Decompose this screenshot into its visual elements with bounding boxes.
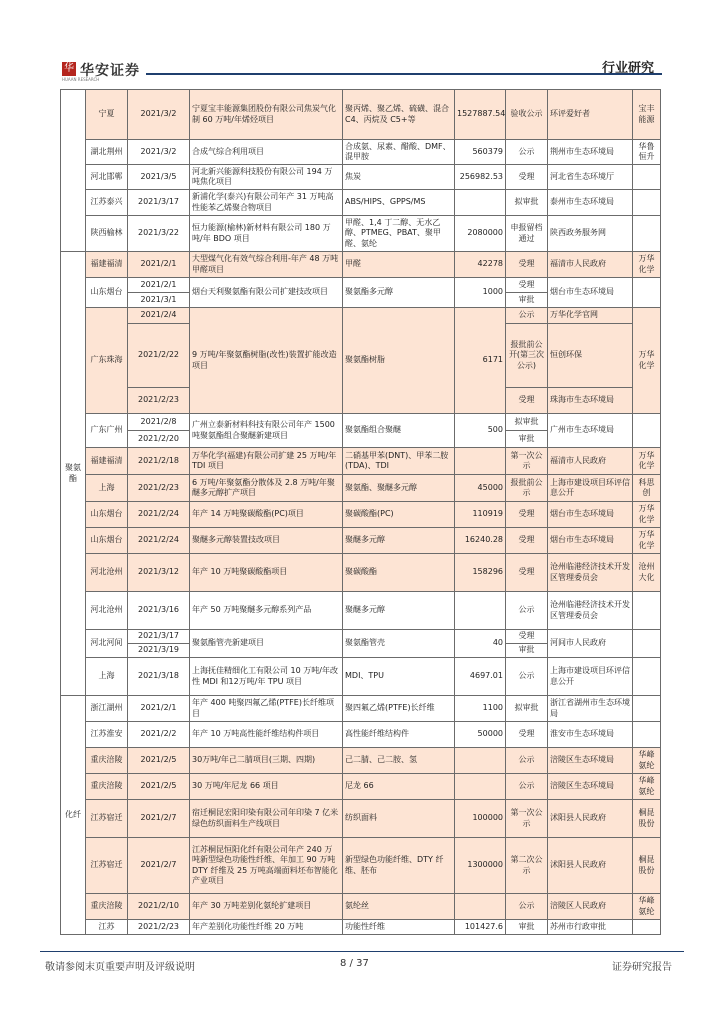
category-label: 化纤: [61, 696, 86, 935]
cell-source: 沧州临港经济技术开发区管理委员会: [548, 554, 633, 592]
cell-date: 2021/3/19: [128, 644, 190, 658]
cell-investment: 158296: [455, 554, 506, 592]
cell-company: 华峰氨纶: [633, 748, 661, 774]
cell-status: 受理: [506, 528, 548, 554]
cell-project: 河北新兴能源科技股份有限公司 194 万吨焦化项目: [190, 165, 343, 190]
cell-product: 聚碳酸酯(PC): [343, 502, 455, 528]
cell-date: 2021/2/1: [128, 696, 190, 722]
cell-product: 二硝基甲苯(DNT)、甲苯二胺(TDA)、TDI: [343, 448, 455, 475]
cell-date: 2021/3/2: [128, 140, 190, 165]
cell-investment: 4697.01: [455, 658, 506, 696]
cell-source: 万华化学官网: [548, 308, 633, 324]
cell-project: 烟台天利聚氨酯有限公司扩建技改项目: [190, 278, 343, 308]
cell-product: 高性能纤维结构件: [343, 722, 455, 748]
cell-investment: 100000: [455, 800, 506, 838]
cell-investment: 2080000: [455, 216, 506, 252]
cell-investment: 16240.28: [455, 528, 506, 554]
cell-source: 荆州市生态环境局: [548, 140, 633, 165]
cell-status: 受理: [506, 630, 548, 644]
cell-region: 山东烟台: [86, 528, 128, 554]
cell-date: 2021/2/5: [128, 748, 190, 774]
cell-status: 受理: [506, 722, 548, 748]
cell-project: 30 万吨/年尼龙 66 项目: [190, 774, 343, 800]
cell-investment: 42278: [455, 252, 506, 278]
cell-status: 审批: [506, 431, 548, 448]
cell-source: 涪陵区人民政府: [548, 894, 633, 920]
cell-product: ABS/HIPS、GPPS/MS: [343, 190, 455, 216]
cell-date: 2021/2/23: [128, 920, 190, 935]
cell-investment: [455, 448, 506, 475]
cell-project: 大型煤气化有效气综合利用-年产 48 万吨甲醛项目: [190, 252, 343, 278]
table-row: [61, 658, 661, 696]
logo-text: 华安证券: [80, 63, 140, 79]
cell-region: 山东烟台: [86, 278, 128, 308]
cell-region: 浙江湖州: [86, 696, 128, 722]
cell-project: 年产 14 万吨聚碳酸酯(PC)项目: [190, 502, 343, 528]
cell-source: 烟台市生态环境局: [548, 528, 633, 554]
cell-source: 涪陵区生态环境局: [548, 748, 633, 774]
cell-region: 山东烟台: [86, 502, 128, 528]
cell-company: [633, 630, 661, 658]
cell-product: 聚氨酯树脂: [343, 308, 455, 414]
cell-region: 上海: [86, 658, 128, 696]
cell-company: 桐昆股份: [633, 838, 661, 894]
cell-company: [633, 165, 661, 190]
cell-company: 华峰氨纶: [633, 774, 661, 800]
cell-region: 河北河间: [86, 630, 128, 658]
category-label: 聚氨酯: [61, 252, 86, 696]
table-row: [61, 90, 661, 140]
cell-project: 宁夏宝丰能源集团股份有限公司焦炭气化制 60 万吨/年烯烃项目: [190, 90, 343, 140]
cell-company: 沧州大化: [633, 554, 661, 592]
cell-date: 2021/3/18: [128, 658, 190, 696]
cell-region: 福建福清: [86, 448, 128, 475]
cell-product: 甲醛: [343, 252, 455, 278]
cell-company: [633, 278, 661, 308]
cell-date: 2021/2/23: [128, 388, 190, 414]
cell-status: 受理: [506, 278, 548, 293]
table-row: [61, 838, 661, 894]
cell-product: 聚碳酸酯: [343, 554, 455, 592]
cell-status: 受理: [506, 252, 548, 278]
cell-source: 广州市生态环境局: [548, 414, 633, 448]
cell-investment: 50000: [455, 722, 506, 748]
cell-product: 聚氨酯多元醇: [343, 278, 455, 308]
cell-source: 苏州市行政审批: [548, 920, 633, 935]
cell-status: 审批: [506, 644, 548, 658]
cell-status: 公示: [506, 774, 548, 800]
cell-region: 重庆涪陵: [86, 748, 128, 774]
cell-status: 审批: [506, 293, 548, 308]
cell-source: 烟台市生态环境局: [548, 502, 633, 528]
cell-date: 2021/2/24: [128, 502, 190, 528]
cell-date: 2021/3/2: [128, 90, 190, 140]
cell-date: 2021/3/1: [128, 293, 190, 308]
cell-status: 受理: [506, 502, 548, 528]
cell-date: 2021/2/23: [128, 475, 190, 502]
cell-date: 2021/2/7: [128, 838, 190, 894]
cell-date: 2021/2/22: [128, 324, 190, 388]
cell-date: 2021/3/17: [128, 190, 190, 216]
cell-company: 桐昆股份: [633, 800, 661, 838]
cell-status: 第二次公示: [506, 838, 548, 894]
cell-status: 受理: [506, 388, 548, 414]
cell-source: 上海市建设项目环评信息公开: [548, 658, 633, 696]
cell-product: 己二腈、己二胺、氢: [343, 748, 455, 774]
cell-investment: 256982.53: [455, 165, 506, 190]
report-type: 证券研究报告: [612, 962, 672, 973]
cell-project: 30万吨/年己二腈项目(三期、四期): [190, 748, 343, 774]
cell-region: 江苏: [86, 920, 128, 935]
cell-date: 2021/3/22: [128, 216, 190, 252]
footer-divider: [40, 951, 684, 952]
cell-project: 新浦化学(泰兴)有限公司年产 31 万吨高性能苯乙烯聚合物项目: [190, 190, 343, 216]
cell-region: 湖北荆州: [86, 140, 128, 165]
cell-status: 拟审批: [506, 696, 548, 722]
cell-date: 2021/3/16: [128, 592, 190, 630]
logo-icon: 华: [64, 63, 74, 74]
cell-product: 纺织面料: [343, 800, 455, 838]
header-divider: [146, 73, 662, 75]
cell-product: 聚氨酯管壳: [343, 630, 455, 658]
cell-product: 聚氨酯、聚醚多元醇: [343, 475, 455, 502]
table-row: [61, 748, 661, 774]
cell-source: 泰州市生态环境局: [548, 190, 633, 216]
cell-region: 河北沧州: [86, 592, 128, 630]
cell-source: 珠海市生态环境局: [548, 388, 633, 414]
cell-status: 公示: [506, 894, 548, 920]
table-row: [61, 252, 661, 278]
cell-source: 沭阳县人民政府: [548, 800, 633, 838]
cell-company: [633, 414, 661, 448]
cell-project: 年产 400 吨聚四氟乙烯(PTFE)长纤维项目: [190, 696, 343, 722]
project-table: [60, 89, 661, 935]
cell-project: 聚醚多元醇装置技改项目: [190, 528, 343, 554]
cell-investment: [455, 894, 506, 920]
cell-company: 万华化学: [633, 502, 661, 528]
cell-status: 拟审批: [506, 414, 548, 431]
cell-product: 甲醛、1,4 丁二醇、无水乙醇、PTMEG、PBAT、聚甲醛、氨纶: [343, 216, 455, 252]
cell-status: 公示: [506, 592, 548, 630]
page-header: [0, 0, 724, 82]
cell-company: 万华化学: [633, 528, 661, 554]
cell-investment: [455, 592, 506, 630]
cell-date: 2021/2/2: [128, 722, 190, 748]
cell-source: 沧州临港经济技术开发区管理委员会: [548, 592, 633, 630]
cell-date: 2021/2/24: [128, 528, 190, 554]
cell-date: 2021/2/4: [128, 308, 190, 324]
cell-source: 河北省生态环境厅: [548, 165, 633, 190]
cell-company: [633, 920, 661, 935]
cell-investment: 101427.6: [455, 920, 506, 935]
cell-date: 2021/2/7: [128, 800, 190, 838]
cell-investment: 1000: [455, 278, 506, 308]
table-row: [61, 800, 661, 838]
cell-project: 年产 10 万吨聚碳酸酯项目: [190, 554, 343, 592]
cell-company: [633, 722, 661, 748]
cell-project: 万华化学(福建)有限公司扩建 25 万吨/年 TDI 项目: [190, 448, 343, 475]
table-row: [61, 502, 661, 528]
cell-company: [633, 658, 661, 696]
cell-investment: [455, 774, 506, 800]
cell-date: 2021/2/8: [128, 414, 190, 431]
cell-region: 江苏淮安: [86, 722, 128, 748]
cell-status: 报批前公示: [506, 475, 548, 502]
cell-project: 江苏桐昆恒阳化纤有限公司年产 240 万吨新型绿色功能性纤维、年加工 90 万吨 DTY 纤维及 25 万吨高端面料坯布智能化产业项目: [190, 838, 343, 894]
cell-status: 公示: [506, 658, 548, 696]
cell-region: 广东广州: [86, 414, 128, 448]
cell-status: 受理: [506, 554, 548, 592]
cell-investment: 500: [455, 414, 506, 448]
cell-product: 聚醚多元醇: [343, 592, 455, 630]
cell-source: 淮安市生态环境局: [548, 722, 633, 748]
table-row: [61, 190, 661, 216]
cell-date: 2021/2/20: [128, 431, 190, 448]
cell-company: 宝丰能源: [633, 90, 661, 140]
cell-source: 陕西政务服务网: [548, 216, 633, 252]
cell-project: 宿迁桐昆宏阳印染有限公司年印染 7 亿米绿色纺织面料生产线项目: [190, 800, 343, 838]
cell-region: 宁夏: [86, 90, 128, 140]
cell-investment: 1527887.54: [455, 90, 506, 140]
cell-product: 聚丙烯、聚乙烯、硫磺、混合 C4、丙烷及 C5+等: [343, 90, 455, 140]
table-row: [61, 920, 661, 935]
cell-region: 江苏泰兴: [86, 190, 128, 216]
cell-region: 广东珠海: [86, 308, 128, 414]
cell-project: 广州立泰新材料科技有限公司年产 1500 吨聚氨酯组合聚醚新建项目: [190, 414, 343, 448]
cell-source: 浙江省湖州市生态环境局: [548, 696, 633, 722]
cell-region: 福建福清: [86, 252, 128, 278]
category-cell: [61, 90, 86, 252]
cell-product: 尼龙 66: [343, 774, 455, 800]
cell-project: 年产差别化功能性纤维 20 万吨: [190, 920, 343, 935]
cell-status: 公示: [506, 748, 548, 774]
cell-company: 万华化学: [633, 252, 661, 278]
cell-project: 聚氨酯管壳新建项目: [190, 630, 343, 658]
cell-date: 2021/3/17: [128, 630, 190, 644]
cell-product: 氨纶丝: [343, 894, 455, 920]
table-row: [61, 894, 661, 920]
cell-investment: 45000: [455, 475, 506, 502]
cell-status: 第一次公示: [506, 800, 548, 838]
table-row: [61, 722, 661, 748]
cell-status: 受理: [506, 165, 548, 190]
cell-company: [633, 190, 661, 216]
cell-source: 恒创环保: [548, 324, 633, 388]
table-row: [61, 592, 661, 630]
table-row: [61, 696, 661, 722]
cell-region: 陕西榆林: [86, 216, 128, 252]
table-row: [61, 165, 661, 190]
cell-product: 焦炭: [343, 165, 455, 190]
cell-product: 合成氨、尿素、醋酸、DMF、混甲胺: [343, 140, 455, 165]
table-row: [61, 140, 661, 165]
cell-region: 重庆涪陵: [86, 894, 128, 920]
table-row: [61, 278, 661, 293]
cell-status: 拟审批: [506, 190, 548, 216]
cell-investment: [455, 190, 506, 216]
section-title: 行业研究: [601, 61, 654, 76]
cell-project: 年产 50 万吨聚醚多元醇系列产品: [190, 592, 343, 630]
cell-source: 涪陵区生态环境局: [548, 774, 633, 800]
cell-product: 功能性纤维: [343, 920, 455, 935]
cell-project: 9 万吨/年聚氨酯树脂(改性)装置扩能改造项目: [190, 308, 343, 414]
cell-source: 福清市人民政府: [548, 448, 633, 475]
cell-source: 福清市人民政府: [548, 252, 633, 278]
cell-region: 江苏宿迁: [86, 838, 128, 894]
cell-company: 华峰氨纶: [633, 894, 661, 920]
cell-region: 河北沧州: [86, 554, 128, 592]
table-row: [61, 414, 661, 431]
cell-date: 2021/2/5: [128, 774, 190, 800]
cell-date: 2021/2/1: [128, 278, 190, 293]
cell-status: 公示: [506, 140, 548, 165]
cell-date: 2021/2/18: [128, 448, 190, 475]
table-row: [61, 448, 661, 475]
table-row: [61, 630, 661, 644]
cell-investment: 560379: [455, 140, 506, 165]
cell-company: [633, 216, 661, 252]
cell-date: 2021/2/10: [128, 894, 190, 920]
cell-investment: 40: [455, 630, 506, 658]
cell-company: 科思创: [633, 475, 661, 502]
table-row: [61, 554, 661, 592]
cell-company: 万华化学: [633, 308, 661, 414]
cell-source: 沭阳县人民政府: [548, 838, 633, 894]
cell-investment: [455, 748, 506, 774]
cell-project: 上海抚佳精细化工有限公司 10 万吨/年改性 MDI 和12万吨/年 TPU 项目: [190, 658, 343, 696]
table-row: [61, 475, 661, 502]
cell-status: 第一次公示: [506, 448, 548, 475]
cell-region: 上海: [86, 475, 128, 502]
cell-company: 华鲁恒升: [633, 140, 661, 165]
cell-company: [633, 592, 661, 630]
cell-investment: 1100: [455, 696, 506, 722]
cell-product: 聚氨酯组合聚醚: [343, 414, 455, 448]
cell-product: 聚四氟乙烯(PTFE)长纤维: [343, 696, 455, 722]
table-row: [61, 774, 661, 800]
cell-source: 上海市建设项目环评信息公开: [548, 475, 633, 502]
cell-project: 恒力能源(榆林)新材料有限公司 180 万吨/年 BDO 项目: [190, 216, 343, 252]
cell-region: 江苏宿迁: [86, 800, 128, 838]
cell-product: 新型绿色功能纤维、DTY 纤维、胚布: [343, 838, 455, 894]
cell-date: 2021/3/5: [128, 165, 190, 190]
cell-status: 验收公示: [506, 90, 548, 140]
cell-status: 公示: [506, 308, 548, 324]
cell-region: 河北邯郸: [86, 165, 128, 190]
cell-investment: 6171: [455, 308, 506, 414]
cell-project: 6 万吨/年聚氨酯分散体及 2.8 万吨/年聚醚多元醇扩产项目: [190, 475, 343, 502]
cell-source: 烟台市生态环境局: [548, 278, 633, 308]
cell-status: 申报留档通过: [506, 216, 548, 252]
cell-date: 2021/3/12: [128, 554, 190, 592]
table-row: [61, 216, 661, 252]
logo-subtitle: HUAAN RESEARCH: [62, 77, 100, 82]
table-row: [61, 308, 661, 324]
cell-project: 年产 30 万吨差别化氨纶扩建项目: [190, 894, 343, 920]
table-row: [61, 528, 661, 554]
cell-project: 合成气综合利用项目: [190, 140, 343, 165]
cell-company: 万华化学: [633, 448, 661, 475]
cell-source: 环评爱好者: [548, 90, 633, 140]
cell-date: 2021/2/1: [128, 252, 190, 278]
cell-project: 年产 10 万吨高性能纤维结构件项目: [190, 722, 343, 748]
cell-status: 审批: [506, 920, 548, 935]
cell-status: 报批前公开(第三次公示): [506, 324, 548, 388]
cell-investment: 1300000: [455, 838, 506, 894]
footer-disclaimer: 敬请参阅末页重要声明及评级说明: [45, 962, 195, 973]
cell-product: 聚醚多元醇: [343, 528, 455, 554]
cell-company: [633, 696, 661, 722]
cell-region: 重庆涪陵: [86, 774, 128, 800]
cell-investment: 110919: [455, 502, 506, 528]
cell-product: MDI、TPU: [343, 658, 455, 696]
page-number: 8 / 37: [340, 958, 369, 969]
cell-source: 河间市人民政府: [548, 630, 633, 658]
